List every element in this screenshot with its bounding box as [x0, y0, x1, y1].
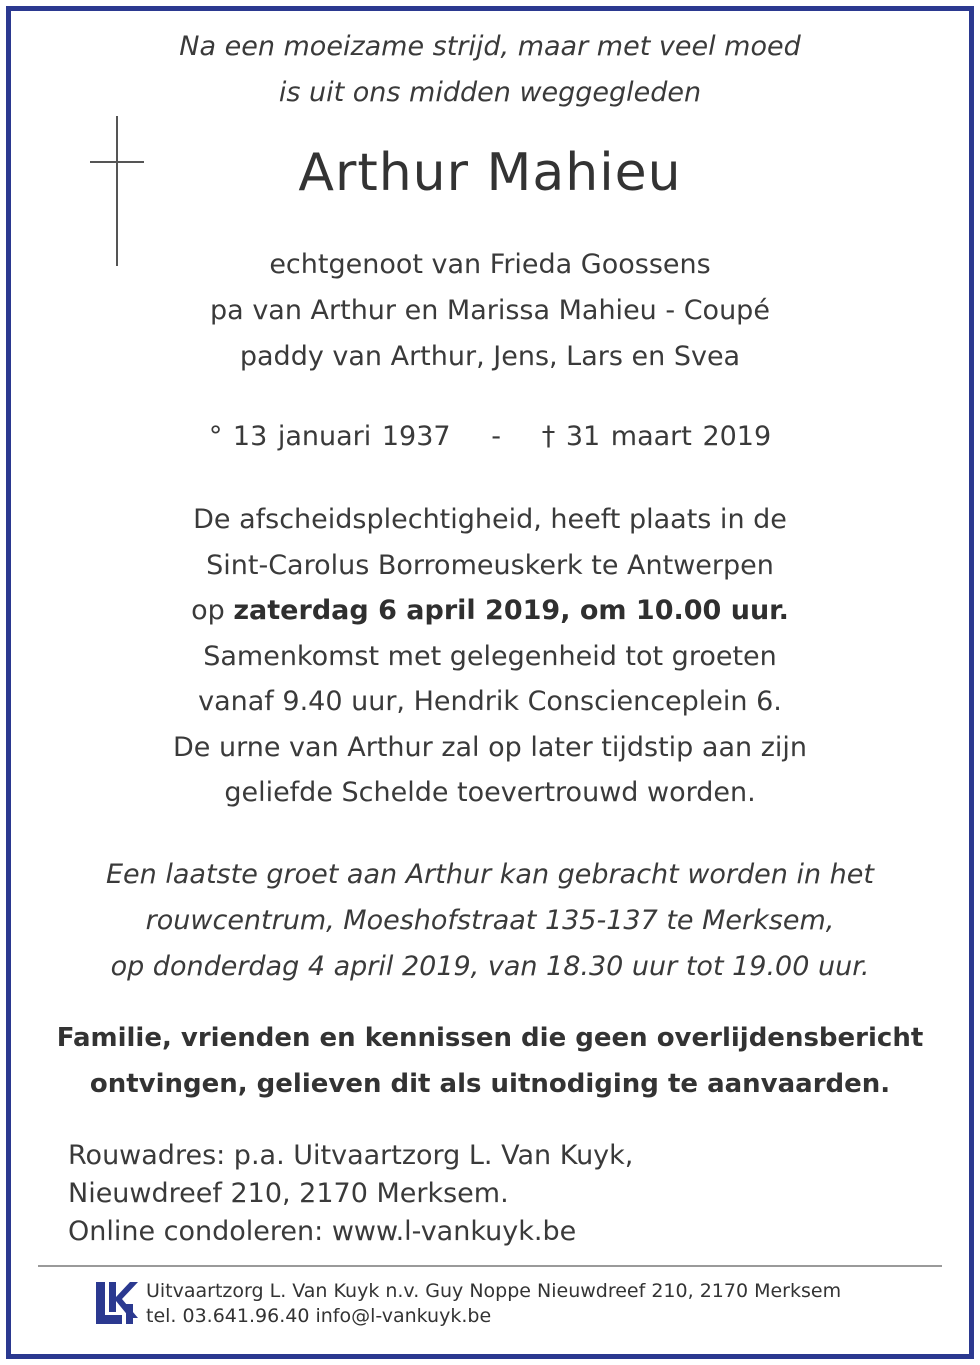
birth-date: ° 13 januari 1937: [208, 421, 451, 452]
ceremony-line: De urne van Arthur zal op later tijdstip aan zijn: [173, 731, 807, 763]
date-separator: -: [491, 421, 502, 452]
ceremony-line: vanaf 9.40 uur, Hendrik Conscienceplein 6.: [198, 686, 782, 717]
notice-line: Familie, vrienden en kennissen die geen overlijdensbericht: [56, 1023, 924, 1053]
mourning-address: [68, 1137, 633, 1251]
address-line: Rouwadres: p.a. Uitvaartzorg L. Van Kuyk,: [68, 1140, 634, 1171]
ceremony-line: geliefde Schelde toevertrouwd worden.: [224, 777, 756, 808]
footer-line: tel. 03.641.96.40 info@l-vankuyk.be: [146, 1305, 492, 1327]
ceremony-details: [0, 497, 980, 816]
address-line: Online condoleren: www.l-vankuyk.be: [68, 1216, 577, 1247]
relation-line: paddy van Arthur, Jens, Lars en Svea: [239, 341, 741, 372]
deceased-name: Arthur Mahieu: [298, 143, 682, 203]
invitation-notice: [0, 1015, 980, 1107]
address-line: Nieuwdreef 210, 2170 Merksem.: [68, 1178, 509, 1209]
relation-line: echtgenoot van Frieda Goossens: [269, 249, 711, 280]
life-dates: [0, 414, 980, 460]
ceremony-prefix: op: [191, 595, 234, 626]
ceremony-date: zaterdag 6 april 2019, om 10.00 uur.: [233, 595, 789, 626]
intro-text: [0, 24, 980, 116]
vankuyk-logo: [96, 1280, 138, 1324]
relations: [0, 242, 980, 380]
visit-line: rouwcentrum, Moeshofstraat 135-137 te Merksem,: [145, 905, 835, 936]
footer-line: Uitvaartzorg L. Van Kuyk n.v. Guy Noppe Nieuwdreef 210, 2170 Merksem: [146, 1280, 842, 1302]
ceremony-line: [0, 588, 980, 634]
visitation-details: [0, 852, 980, 990]
intro-line: Na een moeizame strijd, maar met veel moed: [179, 31, 801, 62]
funeral-home-footer: [146, 1279, 841, 1329]
death-date: † 31 maart 2019: [541, 421, 772, 452]
ceremony-line: Samenkomst met gelegenheid tot groeten: [203, 640, 777, 672]
ceremony-line: Sint-Carolus Borromeuskerk te Antwerpen: [206, 549, 774, 581]
footer-divider: [38, 1265, 942, 1267]
visit-line: op donderdag 4 april 2019, van 18.30 uur tot 19.00 uur.: [110, 951, 870, 982]
ceremony-line: De afscheidsplechtigheid, heeft plaats in de: [193, 504, 787, 535]
visit-line: Een laatste groet aan Arthur kan gebracht worden in het: [106, 859, 874, 890]
relation-line: pa van Arthur en Marissa Mahieu - Coupé: [210, 295, 770, 326]
notice-line: ontvingen, gelieven dit als uitnodiging te aanvaarden.: [89, 1069, 891, 1099]
intro-line: is uit ons midden weggegleden: [278, 77, 702, 108]
